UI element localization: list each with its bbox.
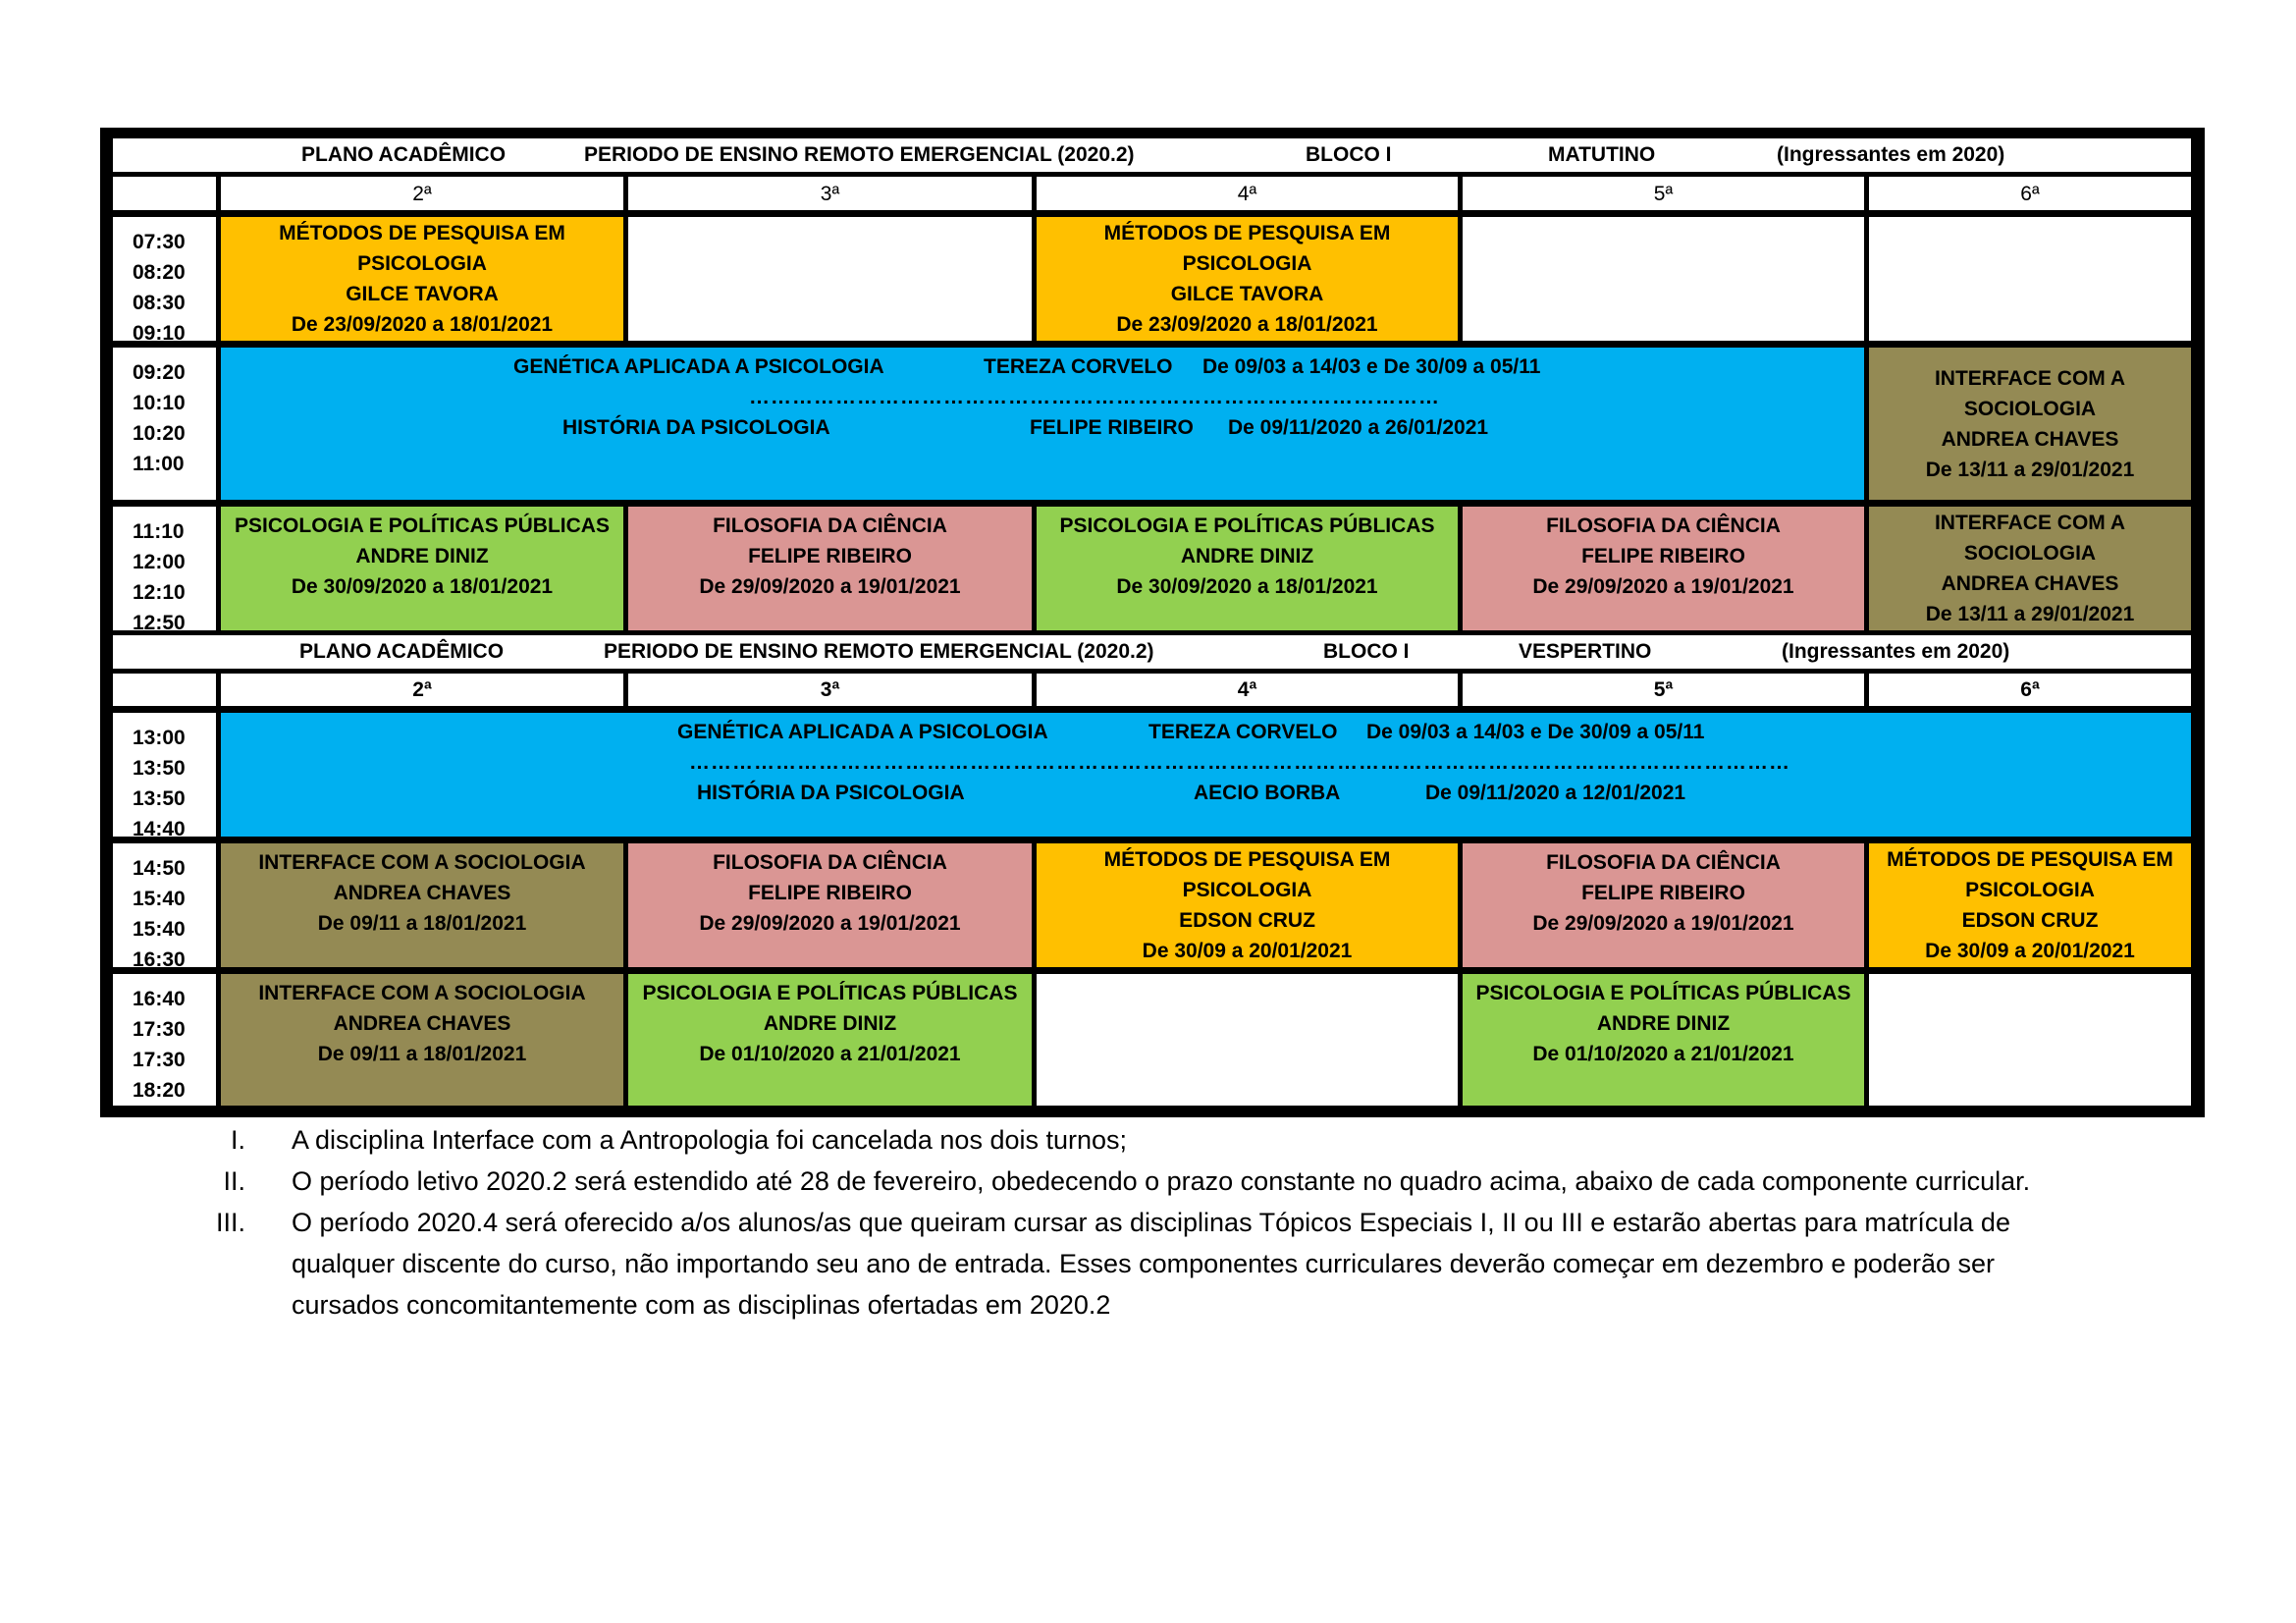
- afternoon-slot2-qua-class: [1037, 843, 1458, 967]
- class-teacher: ANDREA CHAVES: [333, 1012, 511, 1035]
- class-subject: PSICOLOGIA: [357, 252, 487, 275]
- genetica-teacher: TEREZA CORVELO: [984, 355, 1173, 378]
- morning-slot2-wide-class: [221, 348, 1864, 500]
- morning-slot2-times: [113, 348, 216, 500]
- morning-header-row: [113, 138, 2191, 172]
- historia-subject: HISTÓRIA DA PSICOLOGIA: [562, 416, 830, 439]
- time-label: 16:30: [133, 948, 186, 967]
- class-dates: De 09/11 a 18/01/2021: [317, 1043, 527, 1065]
- time-label: 11:00: [133, 453, 185, 475]
- genetica-teacher: TEREZA CORVELO: [1148, 721, 1338, 743]
- afternoon-day-qui: 5ª: [1463, 674, 1864, 706]
- historia-subject: HISTÓRIA DA PSICOLOGIA: [697, 782, 965, 804]
- note-text: O período 2020.4 será oferecido a/os alunos/as que queiram cursar as disciplinas Tópicos Especiais I, II ou III e estarão abertas para matrícula de: [292, 1208, 2010, 1237]
- note-number: III.: [215, 1208, 245, 1237]
- class-dates: De 23/09/2020 a 18/01/2021: [1116, 313, 1378, 336]
- time-label: 10:20: [133, 422, 186, 445]
- class-teacher: FELIPE RIBEIRO: [1581, 882, 1745, 904]
- morning-periodo-label: PERIODO DE ENSINO REMOTO EMERGENCIAL (2020.2): [584, 143, 1135, 166]
- class-subject: PSICOLOGIA: [1182, 879, 1312, 901]
- morning-day-qui: 5ª: [1463, 177, 1864, 210]
- class-dates: De 29/09/2020 a 19/01/2021: [699, 912, 961, 935]
- class-subject: PSICOLOGIA E POLÍTICAS PÚBLICAS: [1059, 514, 1435, 537]
- historia-dates: De 09/11/2020 a 26/01/2021: [1228, 416, 1489, 439]
- morning-day-seg: 2ª: [221, 177, 623, 210]
- class-subject: SOCIOLOGIA: [1963, 542, 2097, 565]
- morning-slot3-qua-class: [1037, 507, 1458, 630]
- time-label: 07:30: [133, 231, 186, 253]
- class-dates: De 23/09/2020 a 18/01/2021: [291, 313, 554, 336]
- time-label: 13:00: [133, 727, 186, 749]
- afternoon-slot2-seg-class: [221, 843, 623, 967]
- class-subject: PSICOLOGIA E POLÍTICAS PÚBLICAS: [1475, 982, 1851, 1004]
- morning-slot1-times: [113, 217, 216, 341]
- class-dates: De 29/09/2020 a 19/01/2021: [1532, 912, 1794, 935]
- time-label: 14:40: [133, 818, 186, 837]
- morning-ingressantes-label: (Ingressantes em 2020): [1777, 143, 2005, 166]
- afternoon-day-corner: [113, 674, 216, 706]
- morning-slot1-ter-empty: [628, 217, 1032, 341]
- historia-teacher: FELIPE RIBEIRO: [1030, 416, 1194, 439]
- time-label: 08:30: [133, 292, 186, 314]
- afternoon-slot3-qui-class: [1463, 974, 1864, 1106]
- class-subject: MÉTODOS DE PESQUISA EM: [1103, 848, 1391, 871]
- schedule-table: [100, 128, 2205, 1117]
- class-teacher: EDSON CRUZ: [1961, 909, 2099, 932]
- class-subject: PSICOLOGIA: [1965, 879, 2095, 901]
- morning-slot1-qua-class: [1037, 217, 1458, 341]
- class-subject: MÉTODOS DE PESQUISA EM: [279, 222, 565, 244]
- separator-dots: ………………………………………………………………………………………………………………………………………: [689, 751, 1790, 774]
- genetica-subject: GENÉTICA APLICADA A PSICOLOGIA: [513, 355, 884, 378]
- morning-turno-label: MATUTINO: [1548, 143, 1656, 166]
- class-subject: FILOSOFIA DA CIÊNCIA: [713, 514, 947, 537]
- afternoon-slot3-sex-empty: [1869, 974, 2191, 1106]
- afternoon-slot3-qua-empty: [1037, 974, 1458, 1106]
- class-subject: INTERFACE COM A SOCIOLOGIA: [258, 982, 586, 1004]
- morning-slot3-sex-class: [1869, 507, 2191, 630]
- morning-slot3-seg-class: [221, 507, 623, 630]
- morning-slot1-seg-class: [221, 217, 623, 341]
- afternoon-day-seg: 2ª: [221, 674, 623, 706]
- afternoon-slot2-times: [113, 843, 216, 967]
- class-subject: PSICOLOGIA: [1182, 252, 1312, 275]
- class-teacher: ANDREA CHAVES: [1941, 427, 2119, 451]
- class-subject: SOCIOLOGIA: [1963, 397, 2097, 420]
- class-teacher: ANDRE DINIZ: [355, 545, 489, 568]
- class-dates: De 29/09/2020 a 19/01/2021: [1532, 575, 1794, 598]
- class-teacher: EDSON CRUZ: [1179, 909, 1315, 932]
- class-subject: FILOSOFIA DA CIÊNCIA: [1546, 514, 1781, 537]
- class-dates: De 30/09 a 20/01/2021: [1142, 940, 1353, 962]
- class-teacher: ANDRE DINIZ: [1596, 1012, 1731, 1035]
- class-subject: INTERFACE COM A: [1934, 366, 2126, 390]
- historia-teacher: AECIO BORBA: [1194, 782, 1341, 804]
- afternoon-slot3-seg-class: [221, 974, 623, 1106]
- class-teacher: FELIPE RIBEIRO: [748, 882, 912, 904]
- morning-day-qua: 4ª: [1037, 177, 1458, 210]
- morning-slot1-sex-empty: [1869, 217, 2191, 341]
- class-teacher: FELIPE RIBEIRO: [748, 545, 912, 568]
- genetica-subject: GENÉTICA APLICADA A PSICOLOGIA: [677, 721, 1048, 743]
- afternoon-slot2-sex-class: [1869, 843, 2191, 967]
- morning-slot3-ter-class: [628, 507, 1032, 630]
- afternoon-slot2-qui-class: [1463, 843, 1864, 967]
- class-dates: De 13/11 a 29/01/2021: [1925, 603, 2135, 625]
- morning-day-ter: 3ª: [628, 177, 1032, 210]
- time-label: 12:50: [133, 612, 186, 630]
- time-label: 09:20: [133, 361, 186, 384]
- afternoon-periodo-label: PERIODO DE ENSINO REMOTO EMERGENCIAL (2020.2): [604, 640, 1154, 663]
- afternoon-slot1-times: [113, 713, 216, 837]
- class-dates: De 01/10/2020 a 21/01/2021: [1532, 1043, 1794, 1065]
- class-subject: INTERFACE COM A: [1934, 512, 2126, 534]
- class-subject: FILOSOFIA DA CIÊNCIA: [1546, 851, 1781, 874]
- afternoon-slot2-ter-class: [628, 843, 1032, 967]
- note-text: O período letivo 2020.2 será estendido até 28 de fevereiro, obedecendo o prazo constante no quadro acima, abaixo de cada componente curricular.: [292, 1166, 2031, 1196]
- time-label: 08:20: [133, 261, 186, 284]
- note-text: qualquer discente do curso, não importando seu ano de entrada. Esses componentes curriculares deverão começar em dezembro e poderão ser: [292, 1249, 1996, 1278]
- class-subject: MÉTODOS DE PESQUISA EM: [1887, 848, 2173, 871]
- morning-slot1-qui-empty: [1463, 217, 1864, 341]
- class-dates: De 09/11 a 18/01/2021: [317, 912, 527, 935]
- afternoon-slot1-wide-class: [221, 713, 2191, 837]
- class-teacher: ANDRE DINIZ: [1180, 545, 1314, 568]
- afternoon-bloco-label: BLOCO I: [1323, 640, 1410, 663]
- afternoon-turno-label: VESPERTINO: [1519, 640, 1652, 663]
- morning-bloco-label: BLOCO I: [1306, 143, 1392, 166]
- historia-dates: De 09/11/2020 a 12/01/2021: [1425, 782, 1686, 804]
- class-dates: De 30/09/2020 a 18/01/2021: [1116, 575, 1378, 598]
- time-label: 12:10: [133, 581, 186, 604]
- class-teacher: ANDRE DINIZ: [763, 1012, 897, 1035]
- note-text: cursados concomitantemente com as disciplinas ofertadas em 2020.2: [292, 1290, 1111, 1320]
- note-number: I.: [230, 1125, 245, 1155]
- morning-plano-label: PLANO ACADÊMICO: [301, 143, 507, 166]
- genetica-dates: De 09/03 a 14/03 e De 30/09 a 05/11: [1202, 355, 1541, 378]
- genetica-dates: De 09/03 a 14/03 e De 30/09 a 05/11: [1366, 721, 1705, 743]
- class-subject: PSICOLOGIA E POLÍTICAS PÚBLICAS: [235, 514, 610, 537]
- class-teacher: ANDREA CHAVES: [1941, 572, 2119, 595]
- class-dates: De 01/10/2020 a 21/01/2021: [699, 1043, 961, 1065]
- class-dates: De 30/09 a 20/01/2021: [1925, 940, 2135, 962]
- class-subject: MÉTODOS DE PESQUISA EM: [1103, 222, 1391, 244]
- afternoon-day-ter: 3ª: [628, 674, 1032, 706]
- class-teacher: ANDREA CHAVES: [333, 882, 511, 904]
- afternoon-slot3-times: [113, 974, 216, 1106]
- time-label: 10:10: [133, 392, 186, 414]
- time-label: 15:40: [133, 888, 186, 910]
- note-number: II.: [223, 1166, 245, 1196]
- morning-slot3-times: [113, 507, 216, 630]
- class-subject: PSICOLOGIA E POLÍTICAS PÚBLICAS: [642, 982, 1018, 1004]
- time-label: 17:30: [133, 1049, 186, 1071]
- afternoon-slot3-ter-class: [628, 974, 1032, 1106]
- class-dates: De 13/11 a 29/01/2021: [1925, 458, 2135, 481]
- class-teacher: GILCE TAVORA: [346, 283, 499, 305]
- afternoon-day-sex: 6ª: [1869, 674, 2191, 706]
- afternoon-header-row: [113, 635, 2191, 669]
- class-dates: De 30/09/2020 a 18/01/2021: [291, 575, 554, 598]
- time-label: 13:50: [133, 787, 186, 810]
- afternoon-ingressantes-label: (Ingressantes em 2020): [1782, 640, 2010, 663]
- time-label: 18:20: [133, 1079, 186, 1102]
- class-teacher: GILCE TAVORA: [1170, 283, 1324, 305]
- time-label: 17:30: [133, 1018, 186, 1041]
- class-teacher: FELIPE RIBEIRO: [1581, 545, 1745, 568]
- morning-slot2-sex-class: [1869, 348, 2191, 500]
- time-label: 13:50: [133, 757, 186, 780]
- time-label: 16:40: [133, 988, 186, 1010]
- separator-dots: ……………………………………………………………………………………: [749, 386, 1440, 408]
- afternoon-day-qua: 4ª: [1037, 674, 1458, 706]
- morning-day-sex: 6ª: [1869, 177, 2191, 210]
- class-subject: FILOSOFIA DA CIÊNCIA: [713, 851, 947, 874]
- morning-slot3-qui-class: [1463, 507, 1864, 630]
- class-subject: INTERFACE COM A SOCIOLOGIA: [258, 851, 586, 874]
- morning-day-corner: [113, 177, 216, 210]
- time-label: 15:40: [133, 918, 186, 941]
- time-label: 11:10: [133, 520, 185, 543]
- note-text: A disciplina Interface com a Antropologia foi cancelada nos dois turnos;: [292, 1125, 1128, 1155]
- time-label: 14:50: [133, 857, 186, 880]
- time-label: 09:10: [133, 322, 186, 341]
- afternoon-plano-label: PLANO ACADÊMICO: [299, 640, 505, 663]
- class-dates: De 29/09/2020 a 19/01/2021: [699, 575, 961, 598]
- time-label: 12:00: [133, 551, 186, 573]
